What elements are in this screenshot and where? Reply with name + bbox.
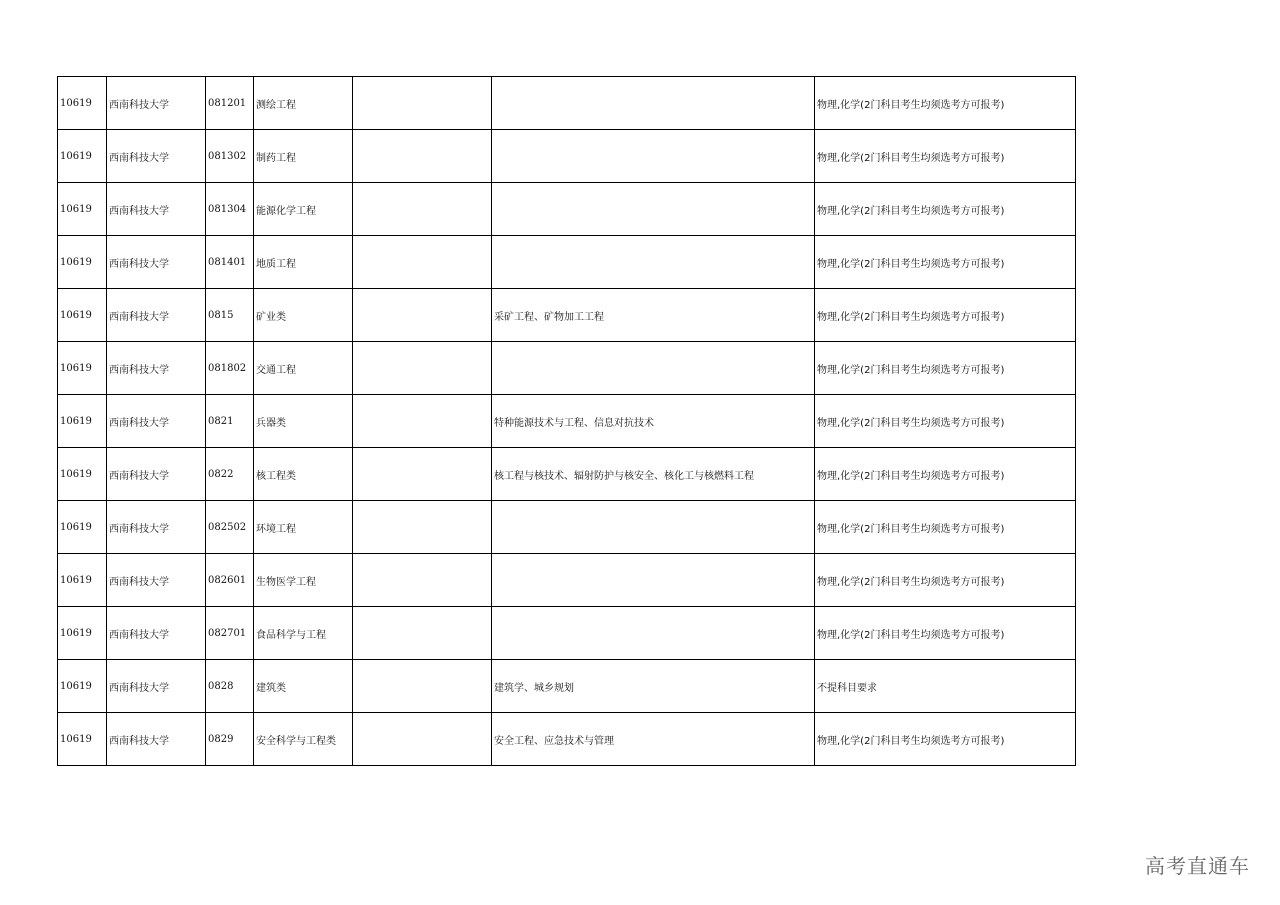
subject-requirement-cell: 物理,化学(2门科目考生均须选考方可报考) [815,395,1076,448]
table-row [58,448,1076,501]
school-name-cell: 西南科技大学 [107,448,206,501]
school-code-cell: 10619 [58,607,107,660]
note-cell [353,395,492,448]
school-name-cell: 西南科技大学 [107,607,206,660]
included-majors-cell [492,607,815,660]
subject-requirement-cell: 物理,化学(2门科目考生均须选考方可报考) [815,183,1076,236]
school-code-cell: 10619 [58,713,107,766]
major-name-cell: 交通工程 [254,342,353,395]
major-code-cell: 0822 [206,448,254,501]
subject-requirement-cell: 物理,化学(2门科目考生均须选考方可报考) [815,236,1076,289]
watermark-text: 高考直通车 [1145,854,1250,878]
table-row [58,607,1076,660]
note-cell [353,660,492,713]
table-body [58,77,1076,766]
major-name-cell: 建筑类 [254,660,353,713]
subject-requirement-cell: 物理,化学(2门科目考生均须选考方可报考) [815,77,1076,130]
school-code-cell: 10619 [58,395,107,448]
major-code-cell: 081401 [206,236,254,289]
major-name-cell: 兵器类 [254,395,353,448]
school-code-cell: 10619 [58,289,107,342]
table-row [58,395,1076,448]
major-code-cell: 081201 [206,77,254,130]
major-code-cell: 0829 [206,713,254,766]
major-name-cell: 核工程类 [254,448,353,501]
school-name-cell: 西南科技大学 [107,289,206,342]
subject-requirement-cell: 物理,化学(2门科目考生均须选考方可报考) [815,342,1076,395]
major-code-cell: 0815 [206,289,254,342]
note-cell [353,713,492,766]
major-code-cell: 082502 [206,501,254,554]
table-row [58,236,1076,289]
included-majors-cell [492,342,815,395]
school-name-cell: 西南科技大学 [107,130,206,183]
major-name-cell: 食品科学与工程 [254,607,353,660]
included-majors-cell: 核工程与核技术、辐射防护与核安全、核化工与核燃料工程 [492,448,815,501]
school-code-cell: 10619 [58,448,107,501]
subject-requirement-cell: 不提科目要求 [815,660,1076,713]
table-row [58,554,1076,607]
major-code-cell: 0828 [206,660,254,713]
major-name-cell: 制药工程 [254,130,353,183]
subject-requirement-cell: 物理,化学(2门科目考生均须选考方可报考) [815,289,1076,342]
school-code-cell: 10619 [58,183,107,236]
major-code-cell: 081802 [206,342,254,395]
subject-requirement-cell: 物理,化学(2门科目考生均须选考方可报考) [815,501,1076,554]
note-cell [353,77,492,130]
subject-requirement-cell: 物理,化学(2门科目考生均须选考方可报考) [815,554,1076,607]
note-cell [353,501,492,554]
school-name-cell: 西南科技大学 [107,395,206,448]
included-majors-cell: 采矿工程、矿物加工工程 [492,289,815,342]
major-name-cell: 地质工程 [254,236,353,289]
table-row [58,289,1076,342]
requirements-table [57,76,1076,766]
note-cell [353,236,492,289]
school-name-cell: 西南科技大学 [107,554,206,607]
major-name-cell: 能源化学工程 [254,183,353,236]
note-cell [353,289,492,342]
school-name-cell: 西南科技大学 [107,183,206,236]
major-name-cell: 测绘工程 [254,77,353,130]
included-majors-cell [492,236,815,289]
major-name-cell: 安全科学与工程类 [254,713,353,766]
table-row [58,713,1076,766]
major-name-cell: 生物医学工程 [254,554,353,607]
major-code-cell: 082701 [206,607,254,660]
subject-requirement-cell: 物理,化学(2门科目考生均须选考方可报考) [815,713,1076,766]
table-row [58,77,1076,130]
major-code-cell: 082601 [206,554,254,607]
note-cell [353,607,492,660]
major-name-cell: 环境工程 [254,501,353,554]
school-code-cell: 10619 [58,660,107,713]
table-row [58,342,1076,395]
school-name-cell: 西南科技大学 [107,501,206,554]
note-cell [353,554,492,607]
table-row [58,660,1076,713]
included-majors-cell [492,77,815,130]
included-majors-cell: 特种能源技术与工程、信息对抗技术 [492,395,815,448]
table-row [58,130,1076,183]
table-row [58,183,1076,236]
included-majors-cell [492,130,815,183]
subject-requirement-cell: 物理,化学(2门科目考生均须选考方可报考) [815,130,1076,183]
school-name-cell: 西南科技大学 [107,660,206,713]
included-majors-cell: 建筑学、城乡规划 [492,660,815,713]
major-code-cell: 0821 [206,395,254,448]
note-cell [353,130,492,183]
school-name-cell: 西南科技大学 [107,236,206,289]
subject-requirement-cell: 物理,化学(2门科目考生均须选考方可报考) [815,607,1076,660]
table-row [58,501,1076,554]
school-code-cell: 10619 [58,554,107,607]
subject-requirement-cell: 物理,化学(2门科目考生均须选考方可报考) [815,448,1076,501]
included-majors-cell: 安全工程、应急技术与管理 [492,713,815,766]
note-cell [353,342,492,395]
school-name-cell: 西南科技大学 [107,77,206,130]
included-majors-cell [492,501,815,554]
major-name-cell: 矿业类 [254,289,353,342]
major-code-cell: 081304 [206,183,254,236]
school-code-cell: 10619 [58,501,107,554]
school-code-cell: 10619 [58,342,107,395]
school-name-cell: 西南科技大学 [107,713,206,766]
major-code-cell: 081302 [206,130,254,183]
note-cell [353,448,492,501]
school-name-cell: 西南科技大学 [107,342,206,395]
school-code-cell: 10619 [58,130,107,183]
included-majors-cell [492,554,815,607]
school-code-cell: 10619 [58,236,107,289]
included-majors-cell [492,183,815,236]
school-code-cell: 10619 [58,77,107,130]
note-cell [353,183,492,236]
